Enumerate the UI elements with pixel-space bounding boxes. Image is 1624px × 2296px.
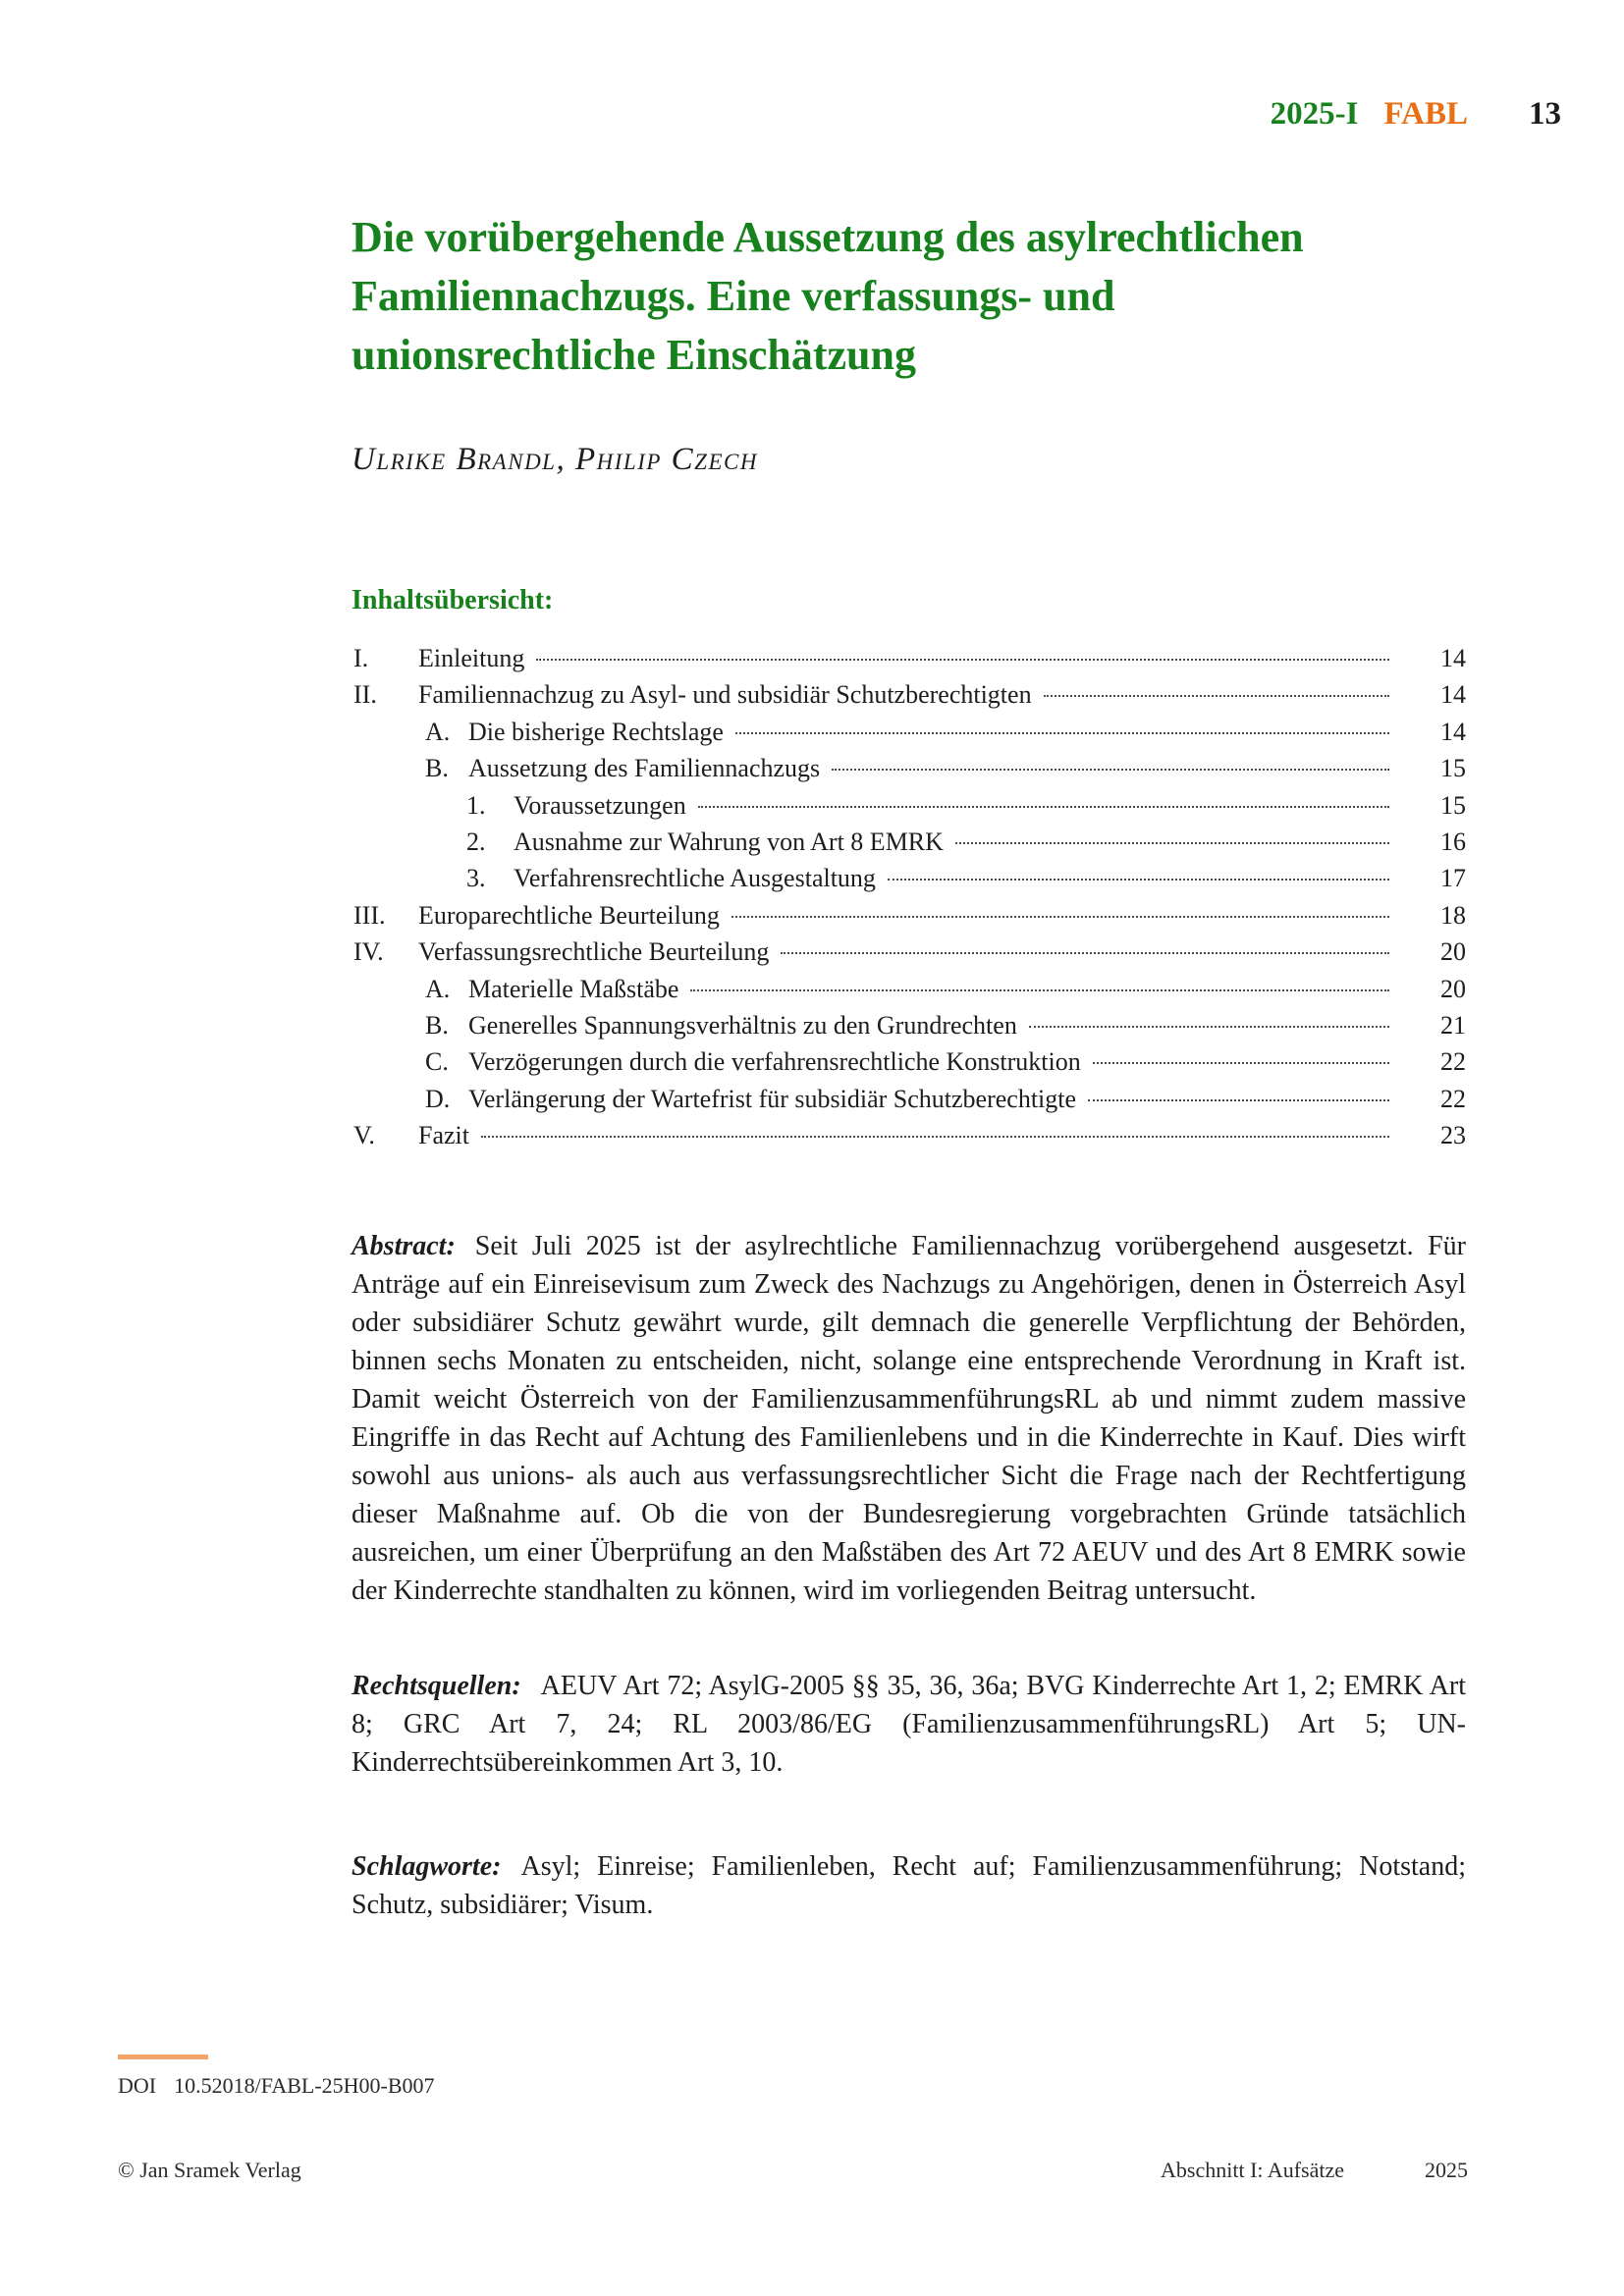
toc-entry: [352, 754, 1466, 790]
toc-entry-label: A.: [425, 974, 451, 1003]
toc-entry-label: V.: [353, 1121, 375, 1150]
toc-entry-title: Ausnahme zur Wahrung von Art 8 EMRK: [514, 827, 944, 856]
journal-name: FABL: [1383, 96, 1468, 132]
toc-entry: [352, 1085, 1466, 1121]
toc-dot-leader: [781, 952, 1389, 954]
abstract-label: Abstract:: [352, 1231, 456, 1261]
toc-entry-title: Verfahrensrechtliche Ausgestaltung: [514, 864, 876, 893]
doi-divider-rule: [118, 2055, 208, 2059]
toc-dot-leader: [536, 659, 1389, 661]
footer-year: 2025: [1425, 2158, 1468, 2182]
toc-entry-page: 15: [1440, 790, 1466, 820]
toc-dot-leader: [481, 1136, 1389, 1138]
toc-entry: [352, 644, 1466, 680]
toc-entry-label: A.: [425, 717, 451, 746]
toc-dot-leader: [888, 879, 1389, 881]
schlagworte-text: Asyl; Einreise; Familienleben, Recht auf; Familienzusammenführung; Notstand; Schutz, subsidiärer; Visum.: [352, 1851, 1466, 1920]
article-title-line: unionsrechtliche Einschätzung: [352, 331, 916, 379]
section-label: Abschnitt I: Aufsätze: [1161, 2158, 1344, 2182]
toc-entry-title: Die bisherige Rechtslage: [468, 717, 724, 746]
toc-entry-title: Verfassungsrechtliche Beurteilung: [418, 937, 770, 967]
toc-entry-title: Generelles Spannungsverhältnis zu den Grundrechten: [468, 1010, 1017, 1040]
schlagworte-paragraph: [352, 1847, 1466, 1924]
toc-entry-page: 21: [1440, 1010, 1466, 1040]
toc-entry: [352, 828, 1466, 864]
toc-entry-page: 22: [1440, 1047, 1466, 1077]
toc-entry: [352, 718, 1466, 754]
page-footer: [118, 2158, 1468, 2183]
toc-entry: [352, 1121, 1466, 1157]
rechtsquellen-text: AEUV Art 72; AsylG-2005 §§ 35, 36, 36a; BVG Kinderrechte Art 1, 2; EMRK Art 8; GRC Art 7, 24; RL 2003/86/EG (FamilienzusammenführungsRL) Art 5; UN-Kinderrechtsübereinkommen Art 3, 10.: [352, 1671, 1466, 1778]
toc-heading: Inhaltsübersicht:: [352, 585, 554, 615]
toc-entry-label: IV.: [353, 937, 384, 967]
toc-dot-leader: [1093, 1062, 1389, 1064]
toc-entry-page: 14: [1440, 644, 1466, 672]
page-number: 13: [1529, 96, 1561, 132]
abstract-paragraph: [352, 1227, 1466, 1610]
footer-right-group: [1161, 2158, 1468, 2183]
article-title: [352, 208, 1510, 385]
toc-entry-label: B.: [425, 754, 449, 783]
toc-entry-page: 14: [1440, 717, 1466, 746]
toc-entry-page: 22: [1440, 1084, 1466, 1113]
toc-entry: [352, 901, 1466, 937]
toc-dot-leader: [1044, 695, 1389, 697]
toc-entry-label: D.: [425, 1084, 451, 1113]
toc-entry: [352, 937, 1466, 974]
toc-entry-page: 20: [1440, 937, 1466, 967]
toc-list: [352, 644, 1466, 1157]
toc-entry-label: 2.: [466, 827, 486, 856]
running-header: [1271, 98, 1561, 131]
toc-entry-label: B.: [425, 1010, 449, 1040]
doi-value: 10.52018/FABL-25H00-B007: [174, 2073, 435, 2098]
toc-entry-title: Voraussetzungen: [514, 790, 686, 820]
toc-dot-leader: [955, 842, 1389, 844]
toc-entry-title: Aussetzung des Familiennachzugs: [468, 754, 821, 783]
toc-entry-label: III.: [353, 900, 386, 930]
doi-label: DOI: [118, 2073, 157, 2098]
toc-dot-leader: [1088, 1099, 1389, 1101]
toc-entry-label: C.: [425, 1047, 449, 1077]
toc-entry-label: II.: [353, 680, 377, 710]
toc-entry-title: Einleitung: [418, 644, 525, 672]
toc-entry: [352, 1011, 1466, 1047]
toc-entry-title: Fazit: [418, 1121, 469, 1150]
article-title-line: Die vorübergehende Aussetzung des asylrechtlichen: [352, 213, 1304, 261]
toc-entry-label: 3.: [466, 864, 486, 893]
toc-entry: [352, 791, 1466, 828]
toc-dot-leader: [1029, 1026, 1389, 1028]
toc-entry-page: 15: [1440, 754, 1466, 783]
authors-line: Ulrike Brandl, Philip Czech: [352, 442, 758, 477]
rechtsquellen-label: Rechtsquellen:: [352, 1671, 521, 1701]
toc-entry: [352, 864, 1466, 900]
toc-entry-page: 20: [1440, 974, 1466, 1003]
toc-dot-leader: [690, 989, 1389, 991]
issue-label: 2025-I: [1270, 96, 1359, 132]
toc-entry-label: I.: [353, 644, 369, 672]
toc-entry-title: Verzögerungen durch die verfahrensrechtliche Konstruktion: [468, 1047, 1081, 1077]
toc-entry-title: Materielle Maßstäbe: [468, 974, 679, 1003]
toc-entry-page: 16: [1440, 827, 1466, 856]
toc-entry: [352, 1047, 1466, 1084]
abstract-text: Seit Juli 2025 ist der asylrechtliche Familiennachzug vorübergehend ausgesetzt. Für Anträge auf ein Einreisevisum zum Zweck des Nachzugs zu Angehörigen, denen in Österreich Asyl oder subsidiärer Schutz gewährt wurde, gilt demnach die generelle Verpflichtung der Behörden, binnen sechs Monaten zu entscheiden, nicht, solange eine entsprechende Verordnung in Kraft ist. Damit weicht Österreich von der FamilienzusammenführungsRL ab und nimmt zudem massive Eingriffe in das Recht auf Achtung des Familienlebens und in die Kinderrechte in Kauf. Dies wirft sowohl aus unions- als auch aus verfassungsrechtlicher Sicht die Frage nach der Rechtfertigung dieser Maßnahme auf. Ob die von der Bundesregierung vorgebrachten Gründe tatsächlich ausreichen, um einer Überprüfung an den Maßstäben des Art 72 AEUV und des Art 8 EMRK sowie der Kinderrechte standhalten zu können, wird im vorliegenden Beitrag untersucht.: [352, 1231, 1466, 1606]
toc-entry-page: 18: [1440, 900, 1466, 930]
article-title-line: Familiennachzugs. Eine verfassungs- und: [352, 272, 1115, 320]
toc-entry: [352, 680, 1466, 717]
schlagworte-label: Schlagworte:: [352, 1851, 502, 1882]
toc-dot-leader: [698, 806, 1389, 808]
copyright-notice: © Jan Sramek Verlag: [118, 2158, 301, 2182]
toc-entry-label: 1.: [466, 790, 486, 820]
toc-dot-leader: [735, 732, 1389, 734]
doi-line: [118, 2073, 435, 2099]
toc-dot-leader: [731, 916, 1389, 918]
toc-entry-page: 14: [1440, 680, 1466, 710]
toc-entry-page: 23: [1440, 1121, 1466, 1150]
toc-entry-title: Verlängerung der Wartefrist für subsidiär Schutzberechtigte: [468, 1084, 1077, 1113]
toc-entry-page: 17: [1440, 864, 1466, 893]
toc-entry-title: Familiennachzug zu Asyl- und subsidiär Schutzberechtigten: [418, 680, 1032, 710]
toc-entry-title: Europarechtliche Beurteilung: [418, 900, 720, 930]
rechtsquellen-paragraph: [352, 1667, 1466, 1782]
toc-entry: [352, 975, 1466, 1011]
toc-dot-leader: [832, 769, 1389, 771]
